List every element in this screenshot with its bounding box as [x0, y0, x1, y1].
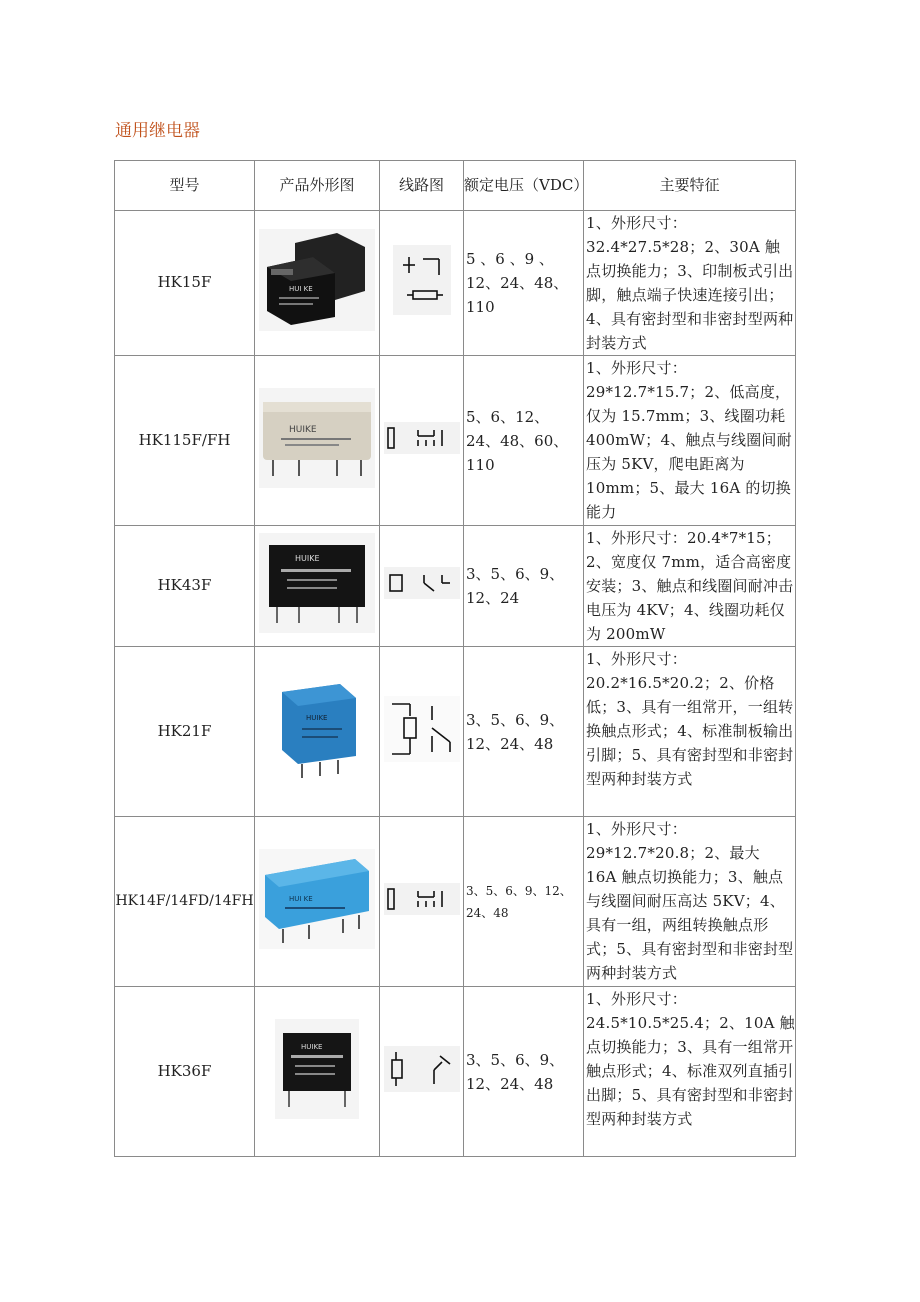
section-heading: 通用继电器	[115, 121, 200, 141]
table-row	[115, 647, 796, 817]
col-header-voltage: 额定电压（VDC）	[464, 161, 584, 211]
features-cell: 1、外形尺寸：24.5*10.5*25.4；2、10A 触点切换能力；3、具有一组常开触点形式；4、标准双列直插引出脚；5、具有密封型和非密封型两种封装方式	[584, 987, 796, 1157]
circuit-diagram	[384, 567, 460, 599]
col-header-features: 主要特征	[584, 161, 796, 211]
product-image-cell	[255, 356, 380, 526]
relay-brand-label: HUI KE	[289, 894, 313, 903]
table-row	[115, 987, 796, 1157]
relay-product-image	[259, 533, 375, 633]
relay-brand-label: HUI KE	[289, 285, 313, 294]
circuit-cell	[380, 526, 464, 647]
voltage-cell: 5 、6 、9 、12、24、48、110	[464, 211, 584, 356]
voltage-cell: 3、5、6、9、12、24	[464, 526, 584, 647]
relay-table	[114, 160, 796, 1157]
table-row	[115, 817, 796, 987]
circuit-cell	[380, 211, 464, 356]
circuit-diagram	[384, 422, 460, 454]
table-row	[115, 526, 796, 647]
model-cell: HK115F/FH	[115, 356, 255, 526]
col-header-model: 型号	[115, 161, 255, 211]
voltage-cell: 3、5、6、9、12、24、48	[464, 817, 584, 987]
model-cell: HK15F	[115, 211, 255, 356]
circuit-diagram	[384, 883, 460, 915]
circuit-diagram	[384, 696, 460, 762]
relay-brand-label: HUIKE	[289, 424, 317, 435]
relay-product-image	[275, 1019, 359, 1119]
relay-brand-label: HUIKE	[301, 1042, 323, 1051]
model-cell: HK21F	[115, 647, 255, 817]
relay-product-image	[272, 676, 362, 782]
col-header-circuit: 线路图	[380, 161, 464, 211]
relay-product-image	[259, 849, 375, 949]
product-image-cell	[255, 987, 380, 1157]
circuit-cell	[380, 817, 464, 987]
circuit-cell	[380, 647, 464, 817]
features-cell: 1、外形尺寸：20.2*16.5*20.2；2、价格低；3、具有一组常开，一组转换触点形式；4、标准制板输出引脚；5、具有密封型和非密封型两种封装方式	[584, 647, 796, 817]
table-row	[115, 356, 796, 526]
relay-product-image	[259, 388, 375, 488]
relay-product-image	[259, 229, 375, 331]
model-cell: HK43F	[115, 526, 255, 647]
features-cell: 1、外形尺寸：29*12.7*20.8；2、最大 16A 触点切换能力；3、触点与线圈间耐压高达 5KV；4、具有一组，两组转换触点形式；5、具有密封型和非密封型两种封装方式	[584, 817, 796, 987]
voltage-cell: 5、6、12、24、48、60、110	[464, 356, 584, 526]
relay-brand-label: HUIKE	[295, 554, 320, 564]
relay-brand-label: HUIKE	[306, 713, 328, 722]
circuit-diagram	[393, 245, 451, 315]
table-row	[115, 211, 796, 356]
product-image-cell	[255, 526, 380, 647]
voltage-cell: 3、5、6、9、12、24、48	[464, 647, 584, 817]
product-image-cell	[255, 647, 380, 817]
model-cell: HK36F	[115, 987, 255, 1157]
product-image-cell	[255, 817, 380, 987]
col-header-image: 产品外形图	[255, 161, 380, 211]
features-cell: 1、外形尺寸：29*12.7*15.7；2、低高度，仅为 15.7mm；3、线圈功耗 400mW；4、触点与线圈间耐压为 5KV，爬电距离为 10mm；5、最大 16A 的切换能力	[584, 356, 796, 526]
circuit-cell	[380, 987, 464, 1157]
voltage-cell: 3、5、6、9、12、24、48	[464, 987, 584, 1157]
circuit-diagram	[384, 1046, 460, 1092]
model-cell: HK14F/14FD/14FH	[115, 817, 255, 987]
header-row	[115, 161, 796, 211]
features-cell: 1、外形尺寸：20.4*7*15；2、宽度仅 7mm，适合高密度安装；3、触点和线圈间耐冲击电压为 4KV；4、线圈功耗仅为 200mW	[584, 526, 796, 647]
product-image-cell	[255, 211, 380, 356]
features-cell: 1、外形尺寸：32.4*27.5*28；2、30A 触点切换能力；3、印制板式引出脚，触点端子快速连接引出；4、具有密封型和非密封型两种封装方式	[584, 211, 796, 356]
circuit-cell	[380, 356, 464, 526]
